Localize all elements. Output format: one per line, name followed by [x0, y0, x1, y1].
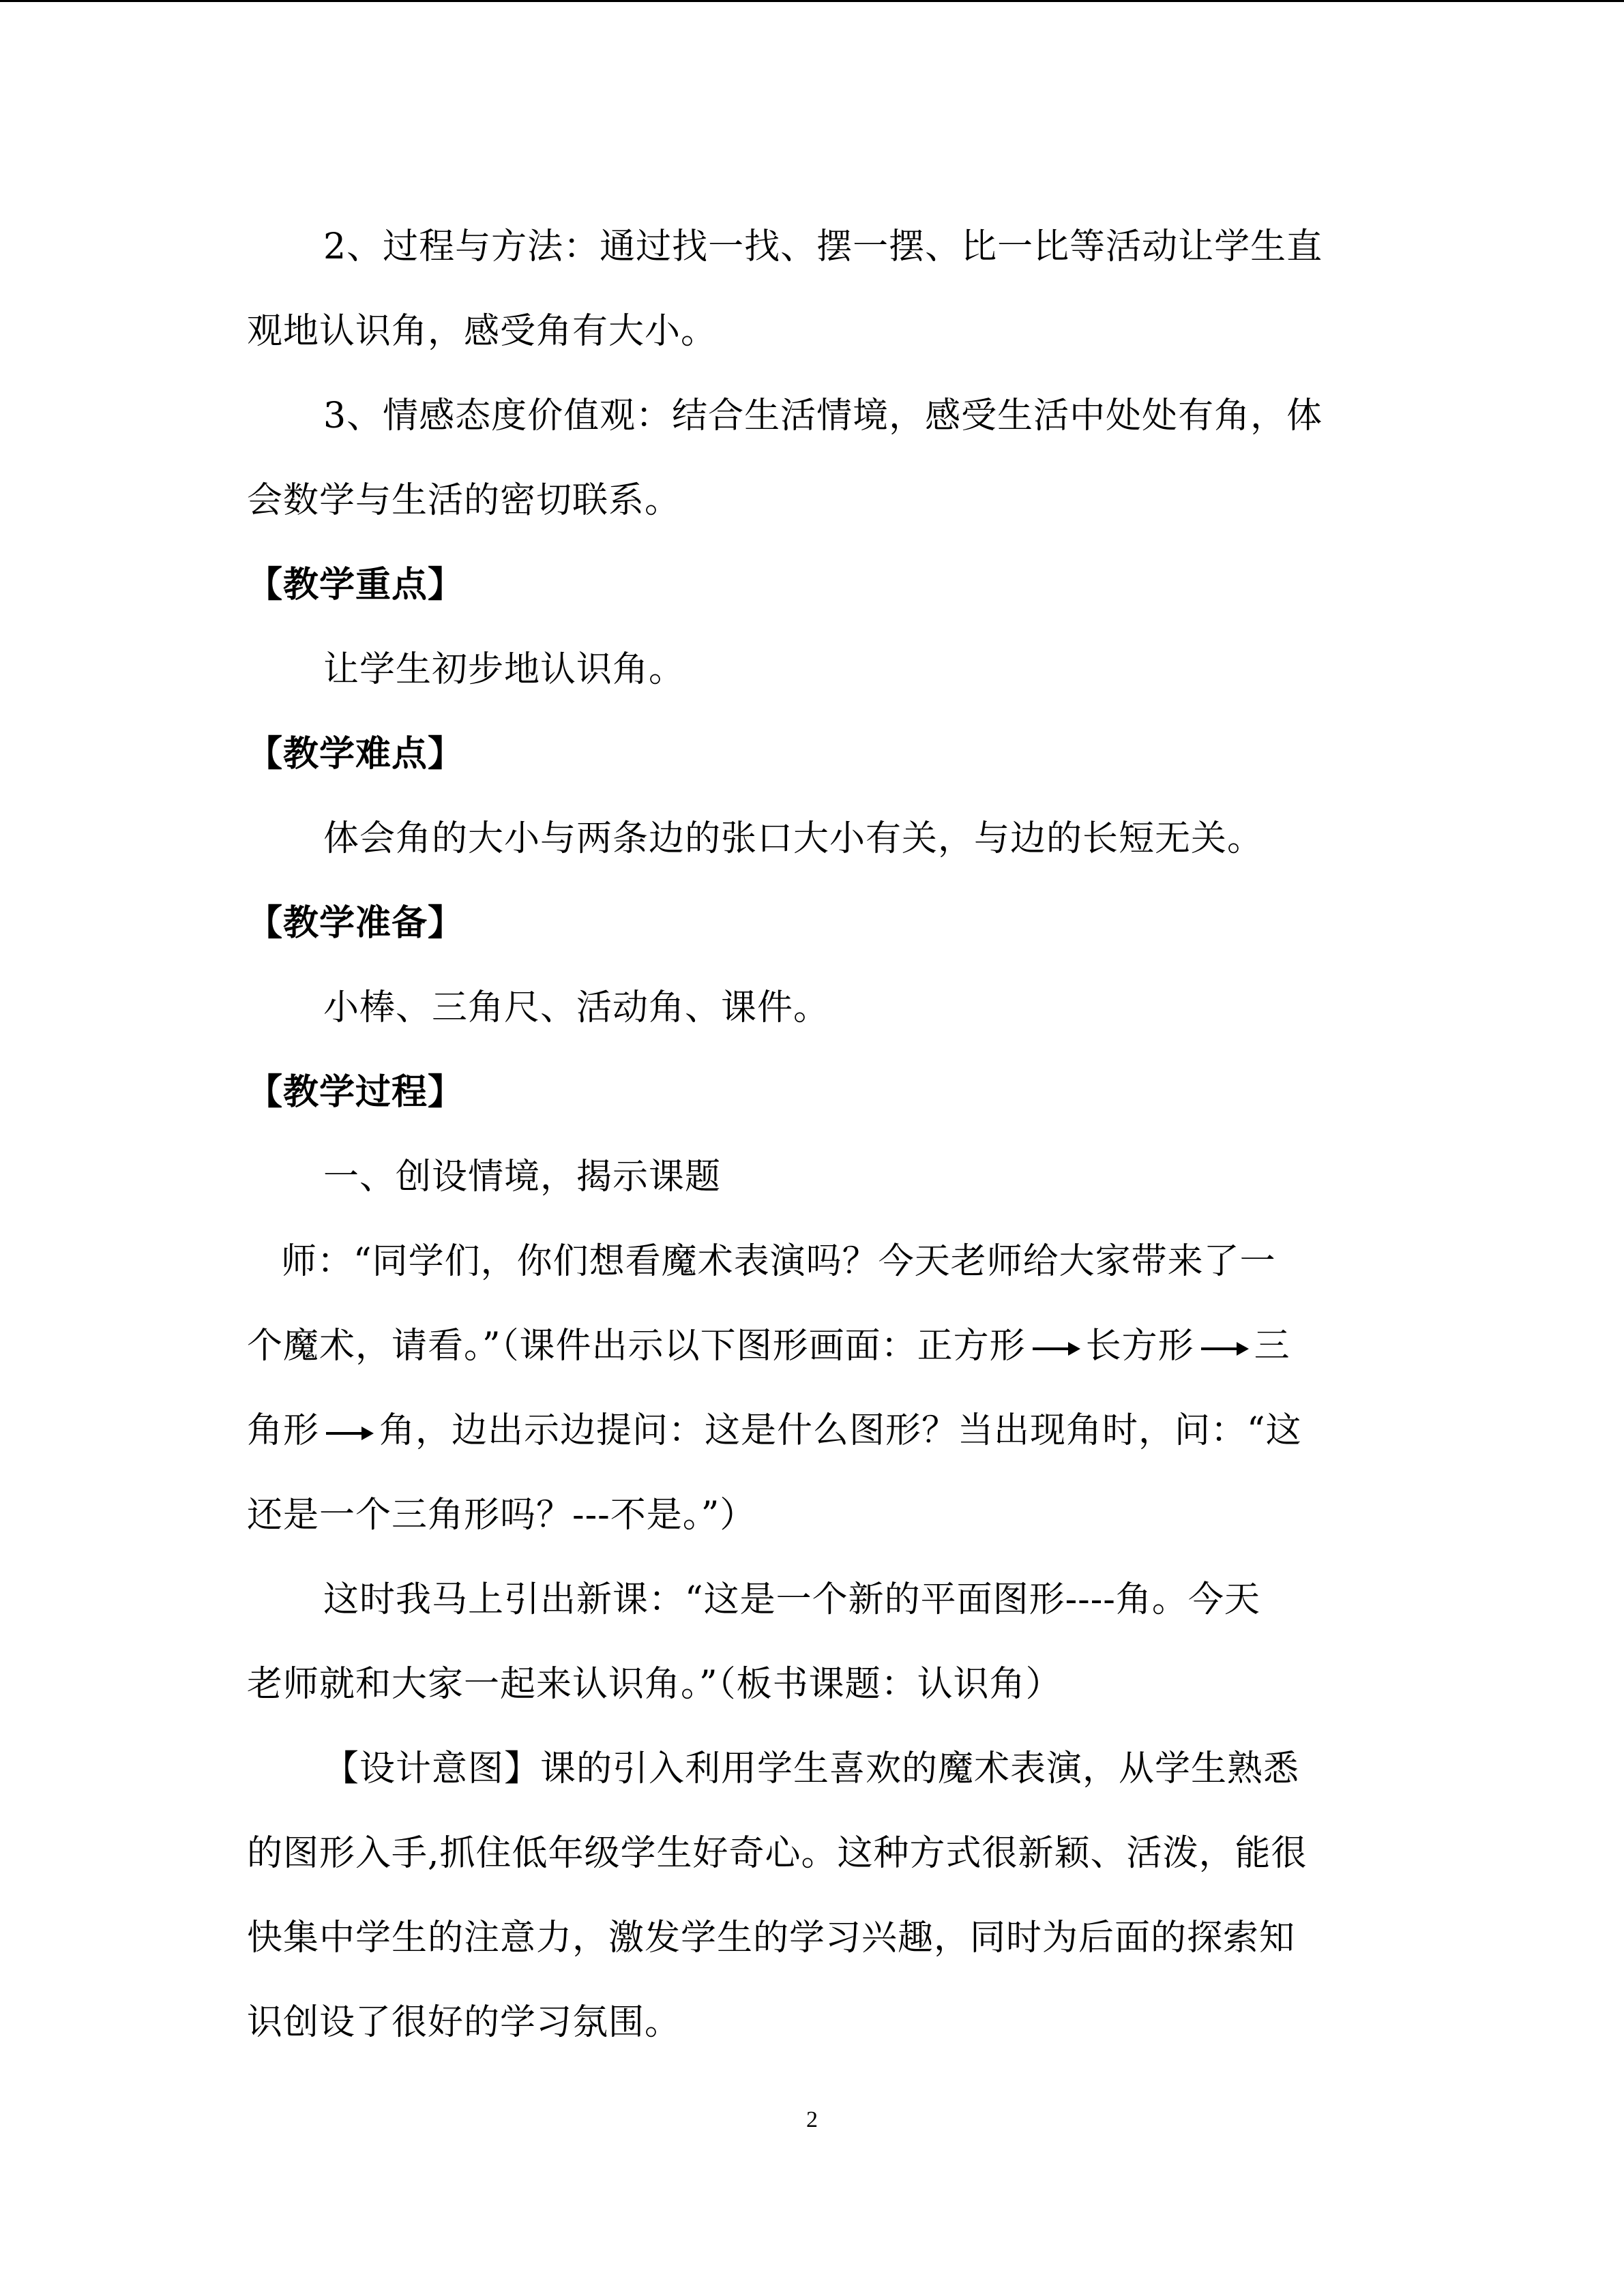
- process-step1: 一、创设情境，揭示课题: [323, 1157, 722, 1197]
- heading-difficulty: 【教学难点】: [247, 734, 464, 775]
- heading-key-point: 【教学重点】: [247, 565, 464, 606]
- dialogue-line2-part2: 长方形: [1085, 1326, 1194, 1367]
- right-arrow-icon: [1198, 1331, 1250, 1367]
- design-intent-line4: 识创设了很好的学习氛围。: [247, 2002, 681, 2043]
- heading-process: 【教学过程】: [247, 1072, 464, 1113]
- dialogue-line5: 这时我马上引出新课：“这是一个新的平面图形----角。今天: [323, 1579, 1260, 1620]
- key-point-text: 让学生初步地认识角。: [323, 649, 685, 690]
- heading-preparation: 【教学准备】: [247, 903, 464, 944]
- dialogue-line3: [247, 1388, 1379, 1473]
- dialogue-line4: 还是一个三角形吗？---不是。”）: [247, 1495, 756, 1536]
- dialogue-line2-part3: 三: [1254, 1326, 1290, 1367]
- page-number: 2: [806, 2107, 818, 2132]
- paragraph-emotion-values-line2: 会数学与生活的密切联系。: [247, 480, 681, 521]
- preparation-text: 小棒、三角尺、活动角、课件。: [323, 987, 830, 1028]
- dialogue-line2: [247, 1304, 1379, 1388]
- design-intent-line3: 快集中学生的注意力，激发学生的学习兴趣，同时为后面的探索知: [247, 1918, 1296, 1958]
- right-arrow-icon: [323, 1416, 375, 1451]
- paragraph-process-method-line1: 2、过程与方法：通过找一找、摆一摆、比一比等活动让学生直: [323, 226, 1323, 267]
- document-body: [247, 205, 1379, 2065]
- design-intent-line1: 【设计意图】课的引入利用学生喜欢的魔术表演，从学生熟悉: [323, 1748, 1300, 1789]
- paragraph-emotion-values-line1: 3、情感态度价值观：结合生活情境，感受生活中处处有角，体: [323, 396, 1323, 436]
- paragraph-process-method-line2: 观地认识角，感受角有大小。: [247, 311, 718, 352]
- right-arrow-icon: [1030, 1331, 1082, 1367]
- page-top-border: [0, 0, 1624, 2]
- dialogue-line3-part1: 角形: [247, 1410, 320, 1451]
- difficulty-text: 体会角的大小与两条边的张口大小有关，与边的长短无关。: [323, 818, 1264, 859]
- design-intent-line2: 的图形入手,抓住低年级学生好奇心。这种方式很新颖、活泼，能很: [247, 1833, 1308, 1874]
- dialogue-line6: 老师就和大家一起来认识角。”（板书课题：认识角）: [247, 1664, 1062, 1705]
- dialogue-line3-part2: 角，边出示边提问：这是什么图形？当出现角时，问：“这: [379, 1410, 1302, 1451]
- dialogue-line2-part1: 个魔术，请看。”（课件出示以下图形画面：正方形: [247, 1326, 1026, 1367]
- dialogue-line1: 师：“同学们，你们想看魔术表演吗？今天老师给大家带来了一: [281, 1241, 1276, 1282]
